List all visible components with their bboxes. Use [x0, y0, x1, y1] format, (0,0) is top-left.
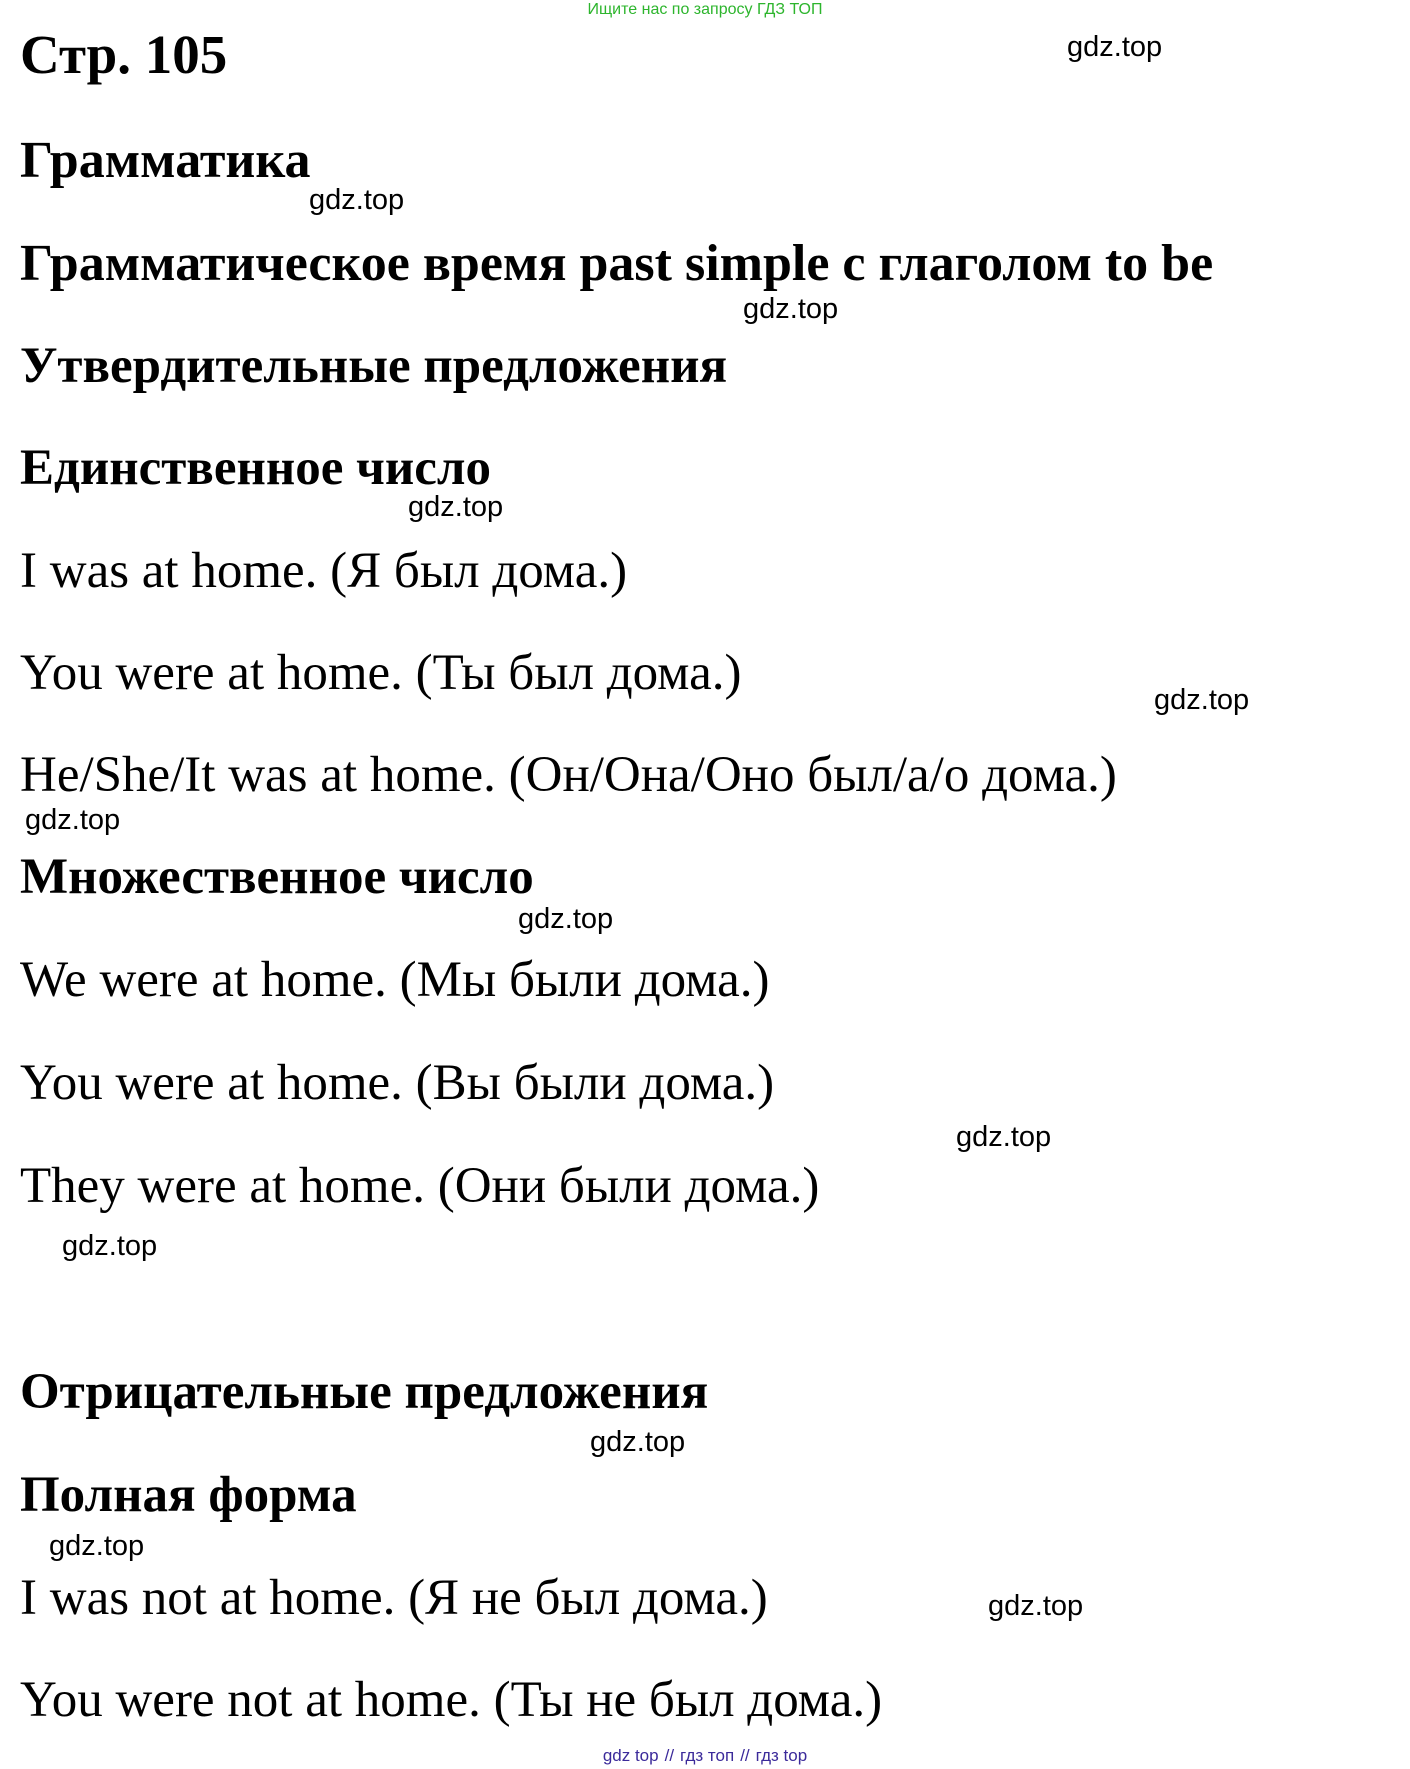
watermark: gdz.top	[988, 1590, 1084, 1622]
watermark: gdz.top	[309, 184, 405, 216]
top-banner: Ищите нас по запросу ГДЗ ТОП	[587, 1, 823, 18]
example-sentence: He/She/It was at home. (Он/Она/Оно был/а/о дома.)	[20, 747, 1117, 803]
watermark: gdz.top	[1067, 31, 1163, 63]
watermark: gdz.top	[25, 804, 121, 836]
example-sentence: I was at home. (Я был дома.)	[20, 543, 628, 599]
footer-link[interactable]: гдз top	[755, 1746, 808, 1765]
watermark: gdz.top	[743, 293, 839, 325]
negative-heading: Отрицательные предложения	[20, 1364, 709, 1420]
example-sentence: You were at home. (Ты был дома.)	[20, 645, 742, 701]
footer-link[interactable]: gdz top	[602, 1746, 659, 1765]
plural-heading: Множественное число	[20, 849, 534, 905]
example-sentence: We were at home. (Мы были дома.)	[20, 952, 770, 1008]
singular-heading: Единственное число	[20, 440, 492, 496]
footer-link[interactable]: гдз топ	[680, 1746, 735, 1765]
example-sentence: You were not at home. (Ты не был дома.)	[20, 1672, 883, 1728]
section-title: Грамматика	[20, 132, 311, 189]
footer-separator: //	[740, 1746, 750, 1765]
watermark: gdz.top	[49, 1530, 145, 1562]
footer-links	[0, 1746, 1410, 1766]
example-sentence: I was not at home. (Я не был дома.)	[20, 1570, 768, 1626]
topic-title: Грамматическое время past simple с глаголом to be	[20, 235, 1214, 292]
affirmative-heading: Утвердительные предложения	[20, 338, 728, 394]
example-sentence: They were at home. (Они были дома.)	[20, 1158, 820, 1214]
watermark: gdz.top	[518, 903, 614, 935]
watermark: gdz.top	[590, 1426, 686, 1458]
full-form-heading: Полная форма	[20, 1467, 357, 1523]
watermark: gdz.top	[1154, 684, 1250, 716]
watermark: gdz.top	[62, 1230, 158, 1262]
example-sentence: You were at home. (Вы были дома.)	[20, 1055, 775, 1111]
watermark: gdz.top	[408, 491, 504, 523]
watermark: gdz.top	[956, 1121, 1052, 1153]
page-title: Стр. 105	[20, 24, 228, 85]
footer-separator: //	[664, 1746, 675, 1765]
